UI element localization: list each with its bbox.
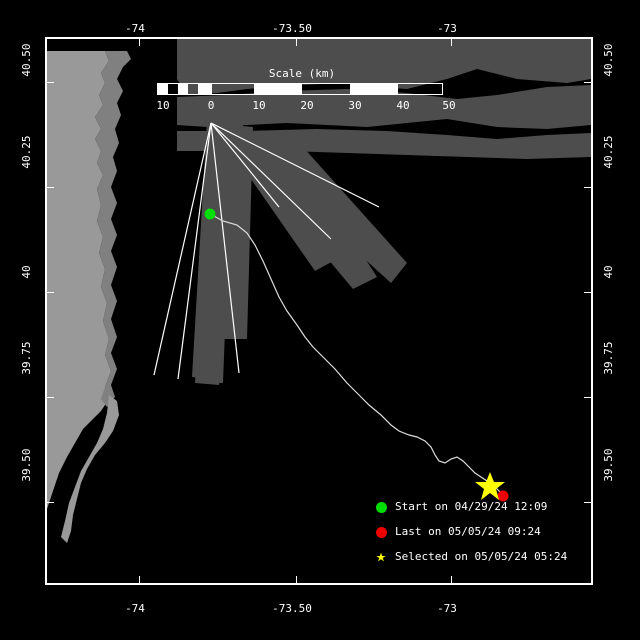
scale-segment-1 xyxy=(158,84,168,94)
y-tick-left-4: 39.50 xyxy=(20,448,33,482)
legend-label-start: Start on 04/29/24 12:09 xyxy=(395,500,548,513)
y-tick-right-2: 40 xyxy=(602,265,615,279)
tick-right-4 xyxy=(584,397,591,398)
map-plot-area[interactable] xyxy=(45,37,593,585)
y-tick-left-1: 40.25 xyxy=(20,135,33,169)
tick-top-1 xyxy=(139,39,140,46)
tick-top-3 xyxy=(451,39,452,46)
y-tick-left-3: 39.75 xyxy=(20,341,33,375)
legend-label-selected: Selected on 05/05/24 05:24 xyxy=(395,550,568,563)
tick-left-4 xyxy=(47,397,54,398)
x-tick-top-0: -74 xyxy=(125,22,145,35)
scale-label-2: 10 xyxy=(252,99,266,112)
tick-bottom-3 xyxy=(451,576,452,583)
y-tick-right-4: 39.50 xyxy=(602,448,615,482)
scale-bar-box xyxy=(157,83,443,95)
scale-label-0: 10 xyxy=(156,99,170,112)
land-mass xyxy=(47,51,131,543)
scale-segment-4 xyxy=(254,84,302,94)
scale-label-4: 30 xyxy=(348,99,362,112)
x-tick-bottom-0: -74 xyxy=(125,602,145,615)
scale-segment-3 xyxy=(198,84,212,94)
y-tick-right-3: 39.75 xyxy=(602,341,615,375)
tick-right-1 xyxy=(584,82,591,83)
green-dot-icon xyxy=(367,500,395,513)
scale-bar xyxy=(156,67,456,127)
y-tick-right-1: 40.25 xyxy=(602,135,615,169)
tick-bottom-1 xyxy=(139,576,140,583)
tick-right-2 xyxy=(584,187,591,188)
x-tick-top-2: -73 xyxy=(437,22,457,35)
y-tick-left-2: 40 xyxy=(20,265,33,279)
legend xyxy=(367,494,567,569)
start-marker xyxy=(205,209,216,220)
tick-bottom-2 xyxy=(296,576,297,583)
legend-item-start xyxy=(367,494,567,519)
x-tick-top-1: -73.50 xyxy=(272,22,312,35)
tick-left-1 xyxy=(47,82,54,83)
scale-bar-title: Scale (km) xyxy=(268,67,336,80)
yellow-star-icon: ★ xyxy=(375,546,387,567)
tick-right-5 xyxy=(584,502,591,503)
red-dot-icon xyxy=(367,525,395,538)
tick-top-2 xyxy=(296,39,297,46)
tick-left-5 xyxy=(47,502,54,503)
tick-right-3 xyxy=(584,292,591,293)
scale-label-5: 40 xyxy=(396,99,410,112)
legend-item-last xyxy=(367,519,567,544)
y-tick-right-0: 40.50 xyxy=(602,43,615,77)
scale-label-1: 0 xyxy=(207,99,215,112)
scale-label-3: 20 xyxy=(300,99,314,112)
scale-label-6: 50 xyxy=(442,99,456,112)
tick-left-3 xyxy=(47,292,54,293)
x-tick-bottom-1: -73.50 xyxy=(272,602,312,615)
legend-label-last: Last on 05/05/24 09:24 xyxy=(395,525,541,538)
scale-segment-2 xyxy=(178,84,188,94)
scale-segment-5 xyxy=(350,84,398,94)
tick-left-2 xyxy=(47,187,54,188)
legend-item-selected xyxy=(367,544,567,569)
y-tick-left-0: 40.50 xyxy=(20,43,33,77)
x-tick-bottom-2: -73 xyxy=(437,602,457,615)
